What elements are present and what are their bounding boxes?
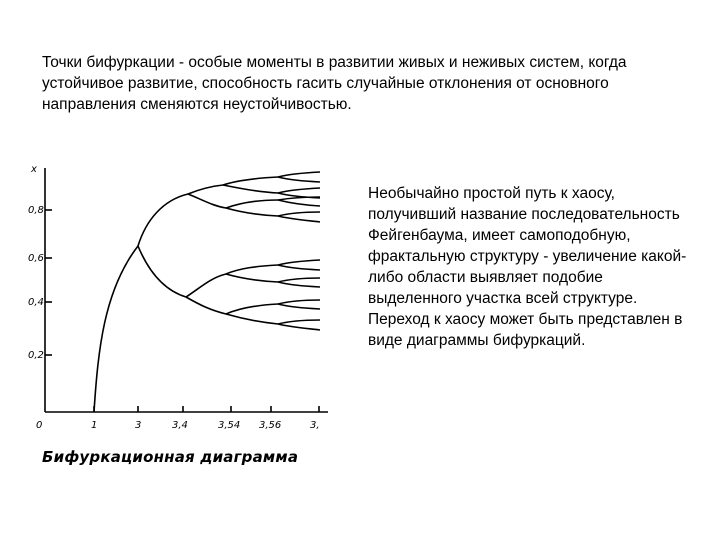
lower-branch-1 — [138, 246, 186, 297]
y-tick-label: 0,8 — [28, 205, 44, 216]
x-tick-label: 3,54 — [218, 420, 241, 431]
y-tick-label: 0,4 — [28, 297, 44, 308]
x-tick-label: 3,4 — [172, 420, 188, 431]
x-tick-label: 3, — [310, 420, 320, 431]
x-tick-label: 3 — [135, 420, 142, 431]
y-tick-label: 0,2 — [28, 350, 44, 361]
x-tick-label: 3,56 — [259, 420, 282, 431]
y-axis-label: x — [31, 164, 37, 175]
x-tick-label: 1 — [91, 420, 98, 431]
intro-paragraph: Точки бифуркации - особые моменты в развитии живых и неживых систем, когда устойчивое развитие, способность гасить случайные отклонения от основного направления сменяются неустойчивостью. — [42, 54, 627, 113]
x-origin-label: 0 — [36, 420, 43, 431]
upper-branch-1 — [138, 194, 188, 246]
stable-branch — [94, 246, 138, 412]
description-paragraph: Необычайно простой путь к хаосу, получивший название последовательность Фейгенбаума, имеет самоподобную, фрактальную структуру - увеличение какой-либо области выявляет подобие выделенного участка всей структуре. Переход к хаосу может быть представлен в виде диаграммы бифуркаций. — [368, 185, 687, 349]
figure-caption: Бифуркационная диаграмма — [42, 448, 299, 466]
y-tick-label: 0,6 — [28, 253, 44, 264]
bifurcation-diagram — [28, 150, 338, 480]
bifurcation-diagram-svg — [28, 150, 338, 480]
